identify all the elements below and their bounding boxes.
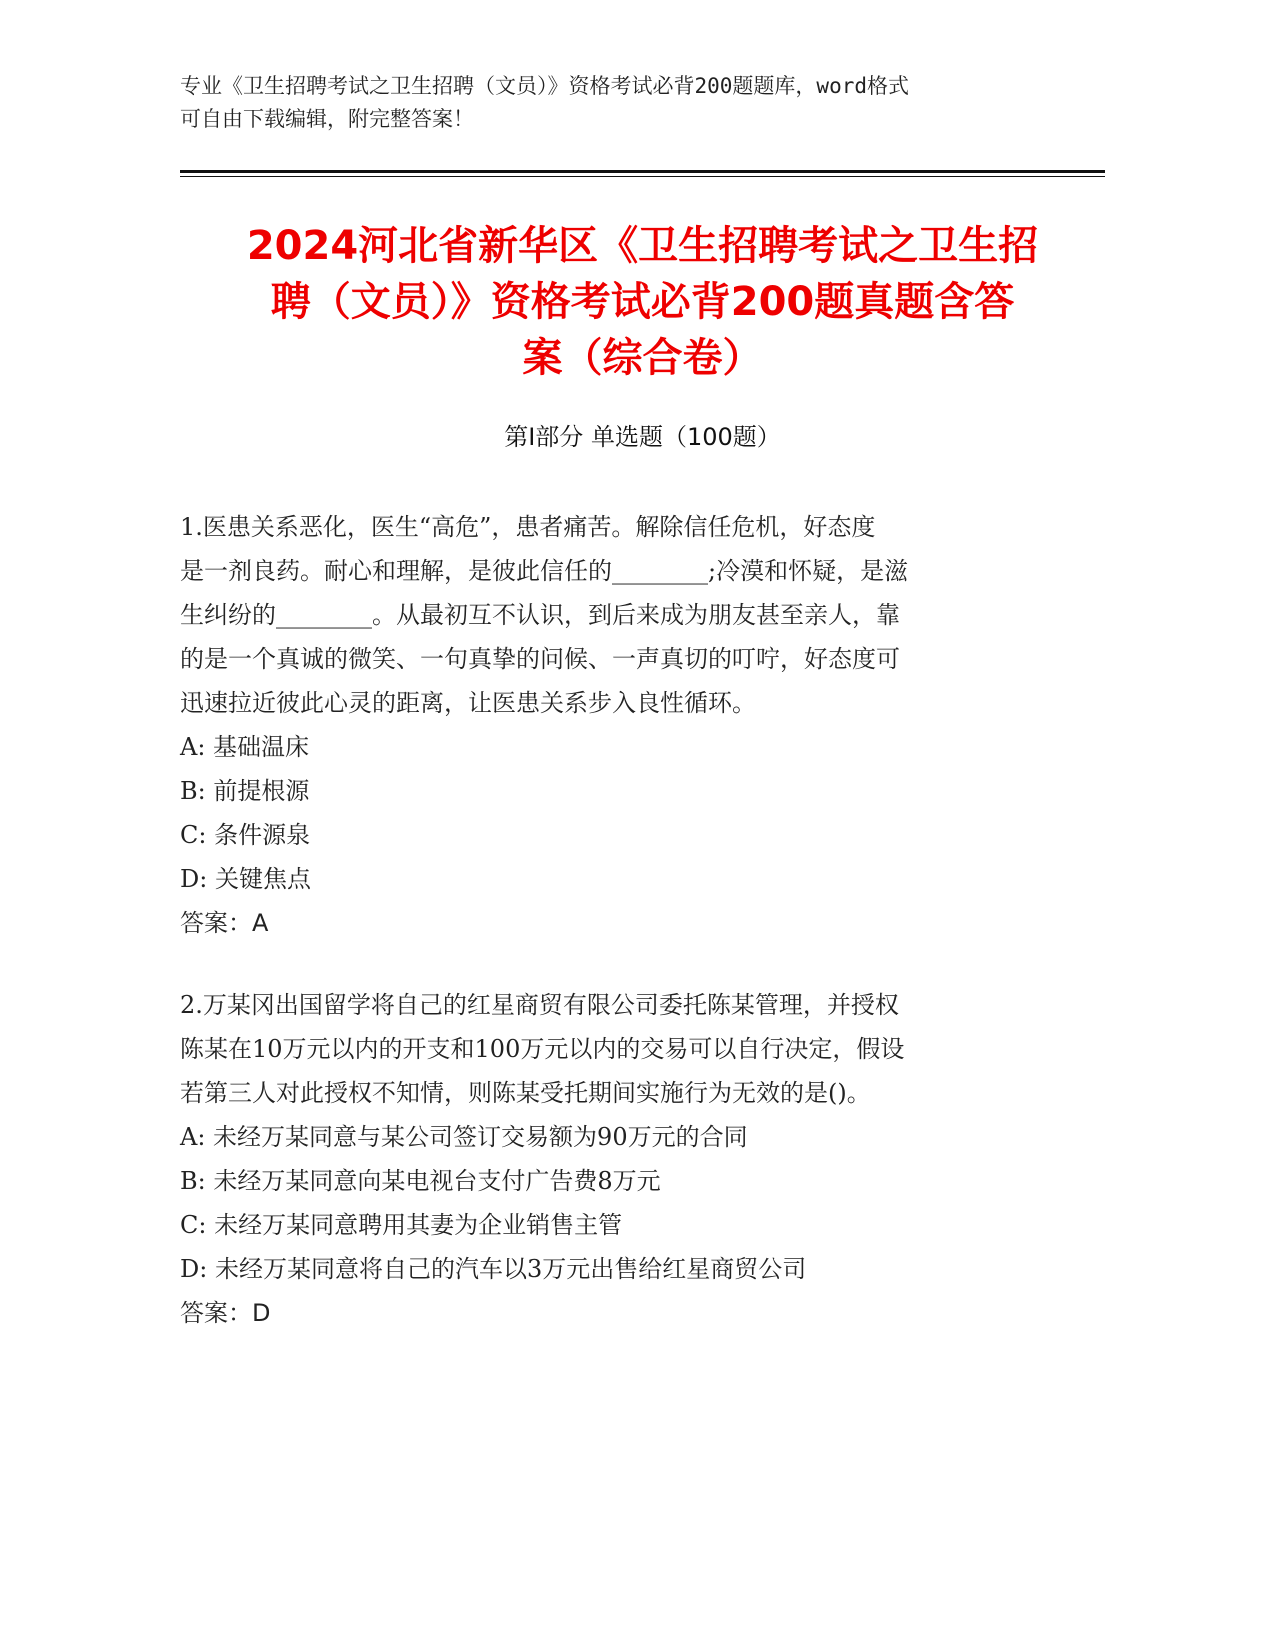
- title-line: 2024河北省新华区《卫生招聘考试之卫生招: [246, 223, 1039, 269]
- option-c: C: 条件源泉: [180, 821, 311, 849]
- section-heading: 第Ⅰ部分 单选题（100题）: [504, 423, 781, 451]
- option-c: C: 未经万某同意聘用其妻为企业销售主管: [180, 1211, 623, 1239]
- question-stem-line: 陈某在10万元以内的开支和100万元以内的交易可以自行决定，假设: [180, 1035, 905, 1063]
- option-b: B: 前提根源: [180, 777, 310, 805]
- question-stem-line: 若第三人对此授权不知情，则陈某受托期间实施行为无效的是()。: [180, 1079, 871, 1107]
- option-b: B: 未经万某同意向某电视台支付广告费8万元: [180, 1167, 661, 1195]
- option-a: A: 基础温床: [180, 733, 310, 761]
- header-rule-thin: [180, 176, 1105, 177]
- question-stem-line: 2.万某冈出国留学将自己的红星商贸有限公司委托陈某管理，并授权: [180, 991, 899, 1019]
- header-note: [180, 70, 1020, 136]
- option-d: D: 关键焦点: [180, 865, 311, 893]
- question-stem-line: 是一剂良药。耐心和理解，是彼此信任的________;冷漠和怀疑，是滋: [180, 557, 909, 585]
- title-line: 案（综合卷）: [522, 335, 763, 381]
- header-note-line: 可自由下载编辑，附完整答案！: [180, 107, 474, 131]
- option-a: A: 未经万某同意与某公司签订交易额为90万元的合同: [180, 1123, 748, 1151]
- answer-line: 答案：A: [180, 909, 269, 937]
- document-page: [180, 0, 1105, 1650]
- header-note-line: 专业《卫生招聘考试之卫生招聘（文员）》资格考试必背200题题库，word格式: [180, 74, 909, 98]
- question-stem-line: 的是一个真诚的微笑、一句真挚的问候、一声真切的叮咛，好态度可: [180, 645, 900, 673]
- document-title: [180, 218, 1105, 386]
- question-item: [180, 983, 1105, 1335]
- title-line: 聘（文员）》资格考试必背200题真题含答: [270, 279, 1015, 325]
- answer-line: 答案：D: [180, 1299, 271, 1327]
- option-d: D: 未经万某同意将自己的汽车以3万元出售给红星商贸公司: [180, 1255, 807, 1283]
- question-stem-line: 迅速拉近彼此心灵的距离，让医患关系步入良性循环。: [180, 689, 756, 717]
- header-rule-thick: [180, 170, 1105, 173]
- question-stem-line: 生纠纷的________。从最初互不认识，到后来成为朋友甚至亲人，靠: [180, 601, 900, 629]
- question-item: [180, 505, 1105, 945]
- question-stem-line: 1.医患关系恶化，医生“高危”，患者痛苦。解除信任危机，好态度: [180, 513, 876, 541]
